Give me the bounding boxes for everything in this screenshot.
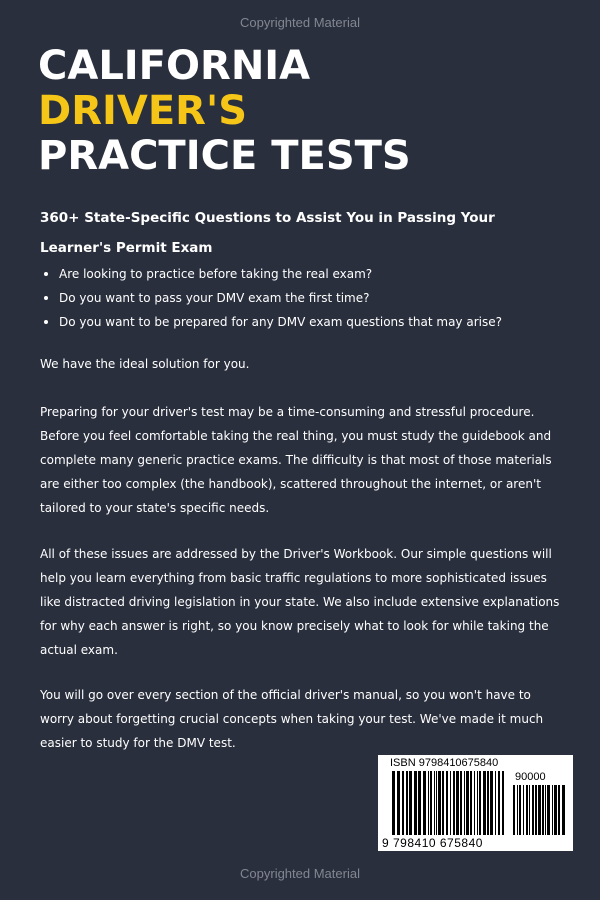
title-line-1: CALIFORNIA — [38, 43, 311, 89]
barcode-bar-19 — [464, 771, 465, 835]
barcode-bar-12 — [438, 771, 441, 835]
book-subtitle: 360+ State-Specific Questions to Assist You in Passing Your Learner's Permit Exam — [40, 210, 495, 256]
barcode-bar-17 — [456, 771, 459, 835]
question-list — [40, 262, 560, 334]
title-line-3: PRACTICE TESTS — [38, 133, 411, 179]
barcode-bar-29 — [498, 771, 500, 835]
barcode-bar-10 — [545, 785, 546, 835]
barcode-bar-5 — [529, 785, 530, 835]
paragraph-intro: We have the ideal solution for you. — [40, 357, 250, 371]
barcode-bar-5 — [414, 771, 417, 835]
barcode-main-bars — [392, 771, 508, 835]
barcode-bar-14 — [446, 771, 448, 835]
barcode-bar-21 — [470, 771, 472, 835]
isbn-label: ISBN 9798410675840 — [390, 757, 499, 769]
paragraph-manual: You will go over every section of the official driver's manual, so you won't have to worry about forgetting crucial concepts when taking your test. We've made it much easier to study for the DMV test. — [40, 688, 544, 750]
watermark-bottom: Copyrighted Material — [240, 866, 360, 881]
barcode-bar-10 — [434, 771, 435, 835]
barcode-bar-23 — [477, 771, 478, 835]
list-item: Do you want to be prepared for any DMV exam questions that may arise? — [40, 310, 560, 334]
barcode-bar-0 — [392, 771, 395, 835]
barcode-bar-3 — [523, 785, 524, 835]
barcode-bar-26 — [487, 771, 489, 835]
barcode-bar-8 — [538, 785, 541, 835]
barcode-bar-6 — [418, 771, 421, 835]
barcode-bar-11 — [436, 771, 437, 835]
barcode-bar-15 — [450, 771, 451, 835]
barcode-bar-1 — [517, 785, 518, 835]
price-code: 90000 — [515, 771, 546, 783]
barcode-bar-0 — [513, 785, 515, 835]
paragraph-preparing: Preparing for your driver's test may be a time-consuming and stressful procedure. Before you feel comfortable taking the real thing, you must study the guidebook and complete many generic practice exams. The difficulty is that most of those materials are either too complex (the handbook), scattered throughout the internet, or aren't tailored to your state's specific needs. — [40, 405, 552, 515]
barcode-bar-15 — [562, 785, 565, 835]
barcode-bar-14 — [558, 785, 560, 835]
barcode-bar-2 — [519, 785, 521, 835]
book-title — [38, 44, 411, 179]
barcode-bar-30 — [502, 771, 504, 835]
barcode-bar-3 — [406, 771, 408, 835]
barcode-bar-28 — [495, 771, 496, 835]
barcode-bar-11 — [547, 785, 550, 835]
barcode-bar-22 — [474, 771, 475, 835]
list-item: Are looking to practice before taking the real exam? — [40, 262, 560, 286]
barcode-addon-bars — [513, 785, 565, 835]
isbn-barcode — [378, 755, 573, 851]
title-line-2: DRIVER'S — [38, 88, 248, 134]
barcode-bar-7 — [535, 785, 537, 835]
barcode-bar-9 — [430, 771, 432, 835]
watermark-top: Copyrighted Material — [240, 15, 360, 30]
barcode-bar-8 — [428, 771, 429, 835]
barcode-bar-4 — [526, 785, 528, 835]
barcode-bar-4 — [409, 771, 412, 835]
barcode-bar-13 — [554, 785, 557, 835]
barcode-bar-9 — [542, 785, 544, 835]
paragraph-workbook: All of these issues are addressed by the Driver's Workbook. Our simple questions will help you learn everything from basic traffic regulations to more sophisticated issues like distracted driving legislation in your state. We also include extensive explanations for why each answer is right, so you know precisely what to look for while taking the actual exam. — [40, 547, 560, 657]
barcode-digits: 9 798410 675840 — [382, 836, 483, 850]
barcode-bar-20 — [466, 771, 469, 835]
barcode-bar-18 — [460, 771, 462, 835]
barcode-bar-1 — [397, 771, 400, 835]
barcode-bar-16 — [453, 771, 455, 835]
barcode-bar-25 — [483, 771, 486, 835]
barcode-bar-27 — [490, 771, 493, 835]
barcode-bar-24 — [479, 771, 481, 835]
barcode-bar-2 — [402, 771, 404, 835]
list-item: Do you want to pass your DMV exam the first time? — [40, 286, 560, 310]
barcode-bar-13 — [442, 771, 444, 835]
barcode-bar-6 — [532, 785, 534, 835]
barcode-bar-7 — [423, 771, 426, 835]
barcode-bar-12 — [552, 785, 553, 835]
